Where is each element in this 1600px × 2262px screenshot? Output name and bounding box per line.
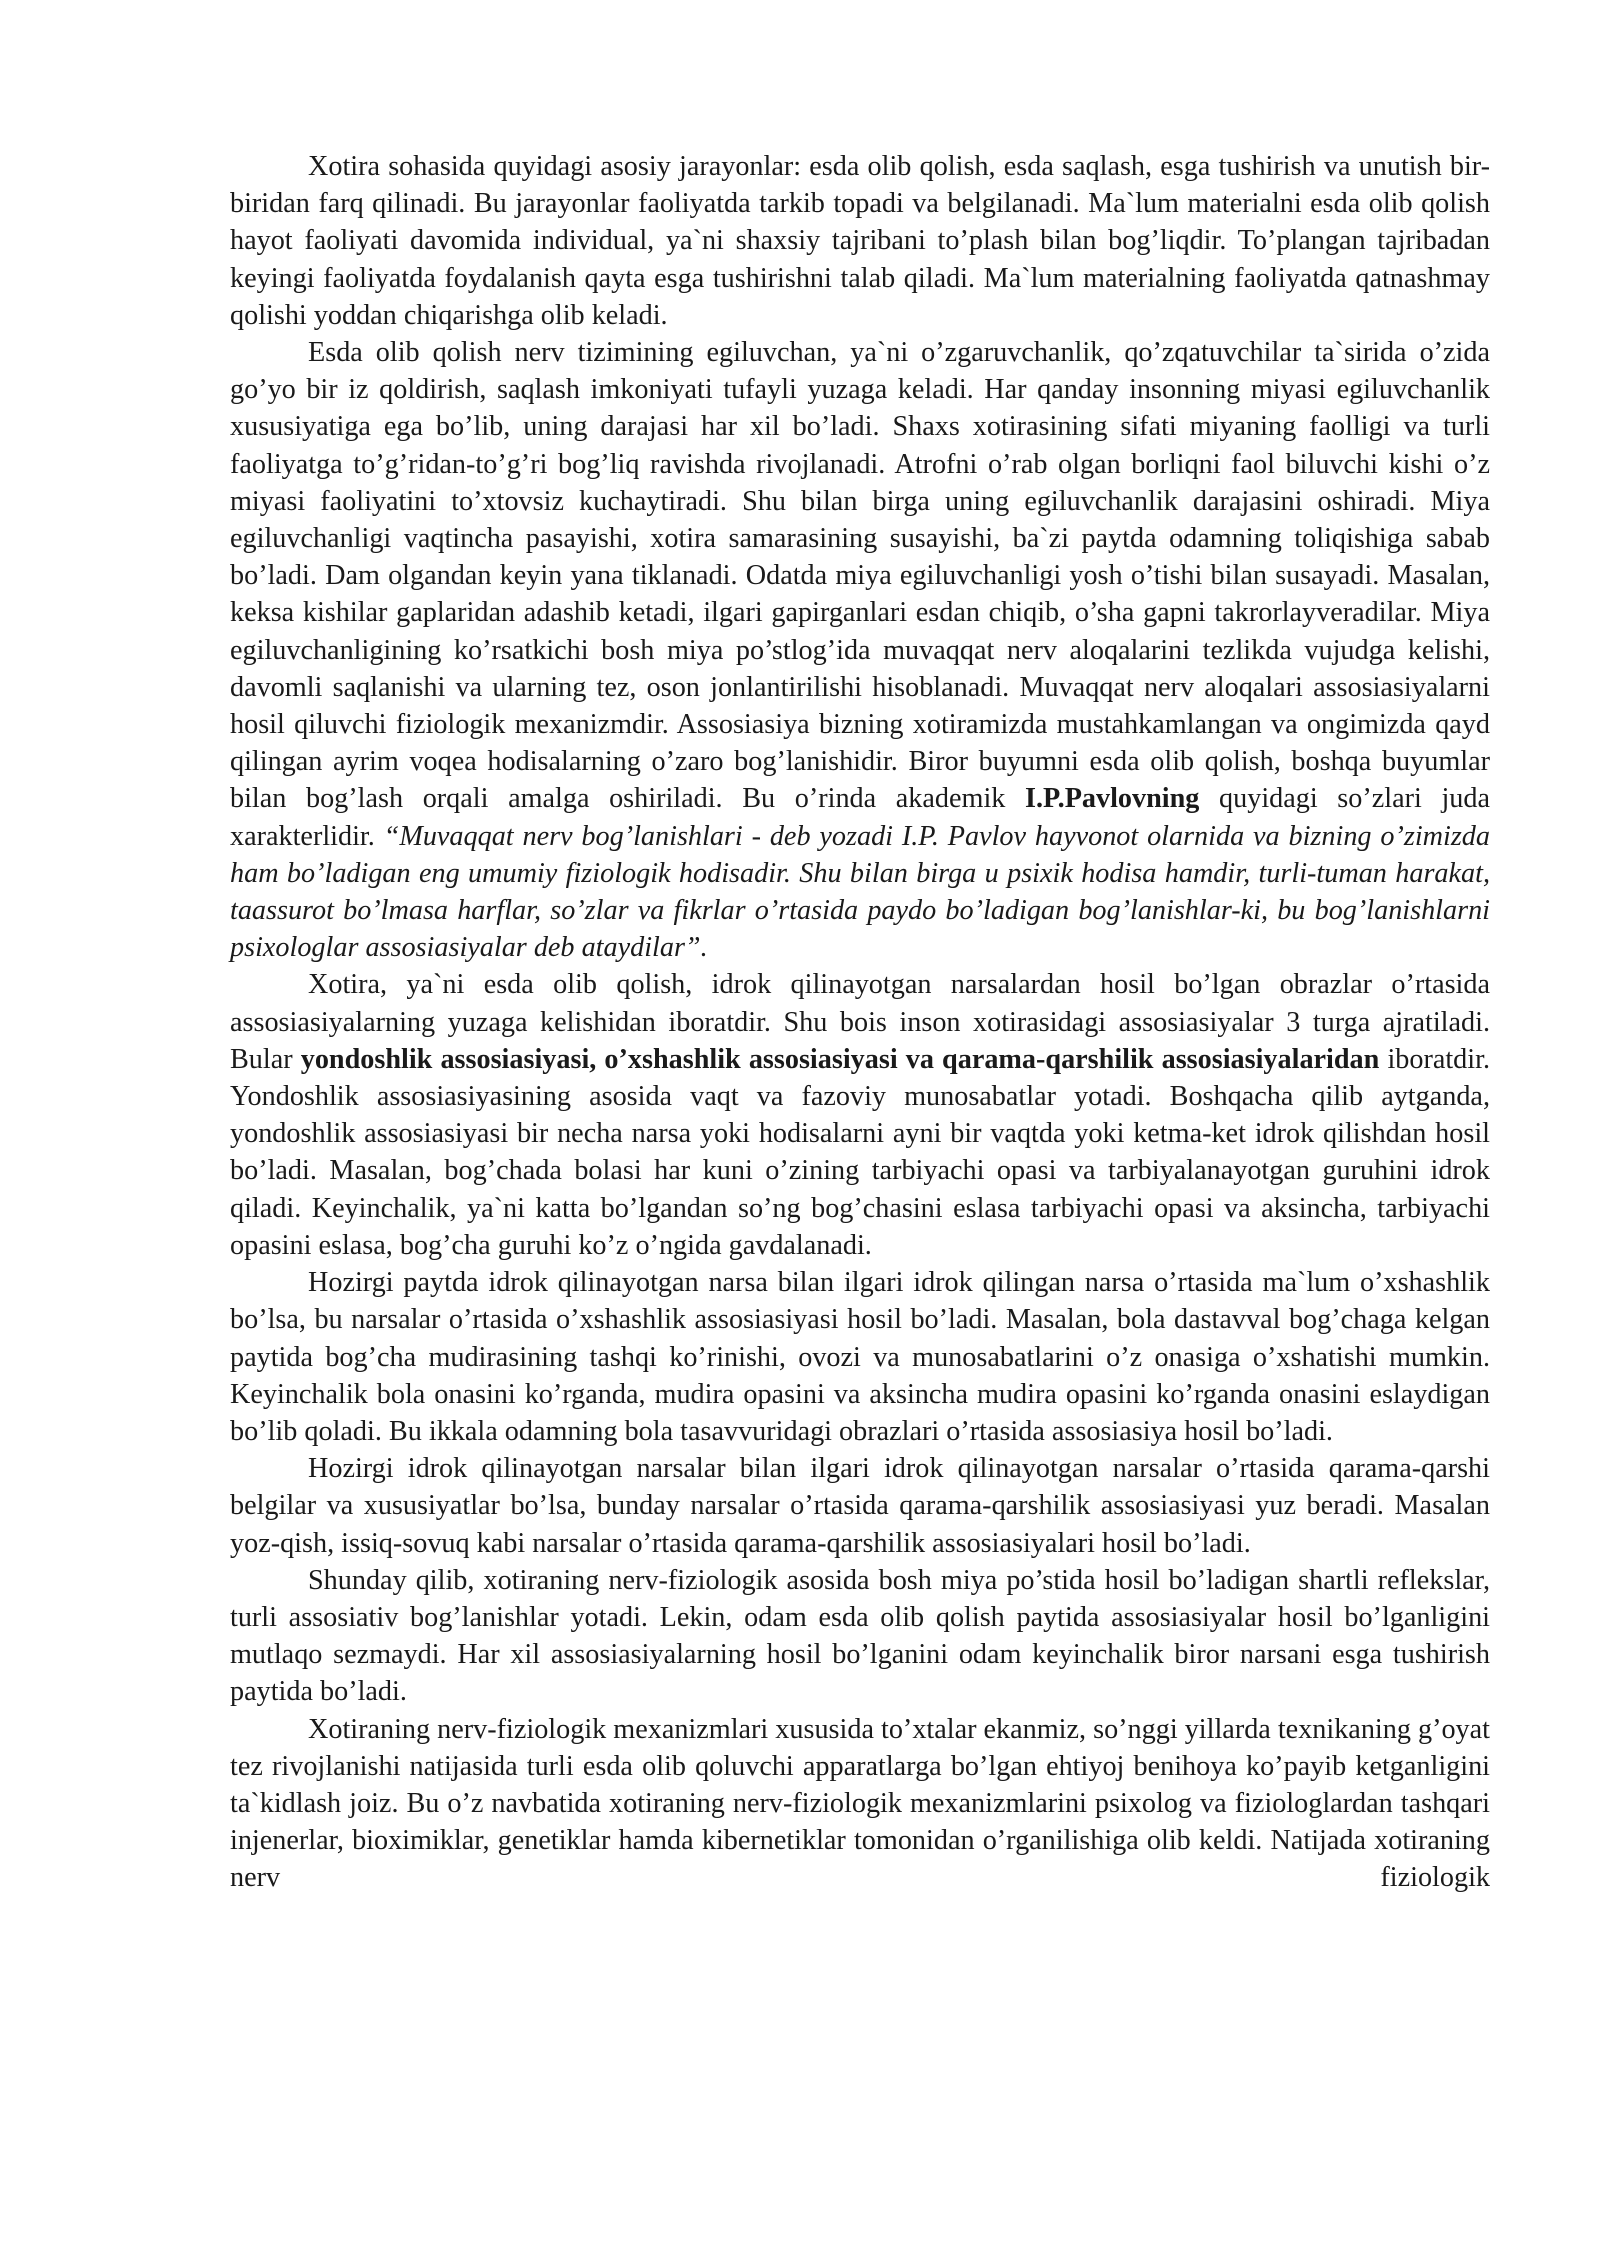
- paragraph-text: Xotira sohasida quyidagi asosiy jarayonlar: esda olib qolish, esda saqlash, esga tushirish va unutish bir-biridan farq qilinadi. Bu jarayonlar faoliyatda tarkib topadi va belgilanadi. Ma`lum materialni esda olib qolish hayot faoliyati davomida individual, ya`ni shaxsiy tajribani to’plash bilan bog’liqdir. To’plangan tajribadan keyingi faoliyatda foydalanish qayta esga tushirishni talab qiladi. Ma`lum materialning faoliyatda qatnashmay qolishi yoddan chiqarishga olib keladi.: [230, 151, 1490, 331]
- paragraph-similarity-association: [230, 1264, 1490, 1450]
- paragraph-text: Hozirgi paytda idrok qilinayotgan narsa bilan ilgari idrok qilingan narsa o’rtasida ma`lum o’xshashlik bo’lsa, bu narsalar o’rtasida o’xshashlik assosiasiyasi hosil bo’ladi. Masalan, bola dastavval bog’chaga kelgan paytida bog’cha mudirasining tashqi ko’rinishi, ovozi va munosabatlarini o’z onasiga o’xshatishi mumkin. Keyinchalik bola onasini ko’rganda, mudira opasini va aksincha mudira opasini ko’rganda onasini eslaydigan bo’lib qoladi. Bu ikkala odamning bola tasavvuridagi obrazlari o’rtasida assosiasiya hosil bo’ladi.: [230, 1267, 1490, 1447]
- paragraph-contrast-association: [230, 1450, 1490, 1562]
- paragraph-association-types: [230, 966, 1490, 1264]
- paragraph-text: quyidagi so’zlari juda xarakterlidir.: [230, 783, 1490, 852]
- document-page: [230, 148, 1490, 1897]
- paragraph-neuro-mechanisms: [230, 1711, 1490, 1897]
- paragraph-text: Esda olib qolish nerv tizimining egiluvchan, ya`ni o’zgaruvchanlik, qo’zqatuvchilar ta`sirida o’zida go’yo bir iz qoldirish, saqlash imkoniyati tufayli yuzaga keladi. Har qanday insonning miyasi egiluvchanlik xususiyatiga ega bo’lib, uning darajasi har xil bo’ladi. Shaxs xotirasining sifati miyaning faolligi va turli faoliyatga to’g’ridan-to’g’ri bog’liq ravishda rivojlanadi. Atrofni o’rab olgan borliqni faol biluvchi kishi o’z miyasi faoliyatini to’xtovsiz kuchaytiradi. Shu bilan birga uning egiluvchanlik darajasini oshiradi. Miya egiluvchanligi vaqtincha pasayishi, xotira samarasining susayishi, ba`zi paytda odamning toliqishiga sabab bo’ladi. Dam olgandan keyin yana tiklanadi. Odatda miya egiluvchanligi yosh o’tishi bilan susayadi. Masalan, keksa kishilar gaplaridan adashib ketadi, ilgari gapirganlari esdan chiqib, o’sha gapni takrorlayveradilar. Miya egiluvchanligining ko’rsatkichi bosh miya po’stlog’ida muvaqqat nerv aloqalarini tezlikda vujudga kelishi, davomli saqlanishi va ularning tez, oson jonlantirilishi hisoblanadi. Muvaqqat nerv aloqalari assosiasiyalarni hosil qiluvchi fiziologik mexanizmdir. Assosiasiya bizning xotiramizda mustahkamlangan va ongimizda qayd qilingan ayrim voqea hodisalarning o’zaro bog’lanishidir. Biror buyumni esda olib qolish, boshqa buyumlar bilan bog’lash orqali amalga oshiriladi. Bu o’rinda akademik: [230, 337, 1490, 815]
- bold-name-pavlov: I.P.Pavlovning: [1025, 783, 1200, 815]
- paragraph-text: iboratdir. Yondoshlik assosiasiyasining asosida vaqt va fazoviy munosabatlar yotadi. Boshqacha qilib aytganda, yondoshlik assosiasiyasi bir necha narsa yoki hodisalarni ayni bir vaqtda yoki ketma-ket idrok qilishdan hosil bo’ladi. Masalan, bog’chada bolasi har kuni o’zining tarbiyachi opasi va tarbiyalanayotgan guruhini idrok qiladi. Keyinchalik, ya`ni katta bo’lgandan so’ng bog’chasini eslasa tarbiyachi opasi va aksincha, tarbiyachi opasini eslasa, bog’cha guruhi ko’z o’ngida gavdalanadi.: [230, 1043, 1490, 1261]
- paragraph-text: Shunday qilib, xotiraning nerv-fiziologik asosida bosh miya po’stida hosil bo’ladigan shartli reflekslar, turli assosiativ bog’lanishlar yotadi. Lekin, odam esda olib qolish paytida assosiasiyalar hosil bo’lganligini mutlaqo sezmaydi. Har xil assosiasiyalarning hosil bo’lganini odam keyinchalik biror narsani esga tushirish paytida bo’ladi.: [230, 1564, 1490, 1708]
- pavlov-quote: “Muvaqqat nerv bog’lanishlari - deb yozadi I.P. Pavlov hayvonot olarnida va bizning o’zimizda ham bo’ladigan eng umumiy fiziologik hodisadir. Shu bilan birga u psixik hodisa hamdir, turli-tuman harakat, taassurot bo’lmasa harflar, so’zlar va fikrlar o’rtasida paydo bo’ladigan bog’lanishlar-ki, bu bog’lanishlarni psixologlar assosiasiyalar deb ataydilar”.: [230, 820, 1490, 964]
- paragraph-conclusion: [230, 1562, 1490, 1711]
- paragraph-text: Hozirgi idrok qilinayotgan narsalar bilan ilgari idrok qilinayotgan narsalar o’rtasida qarama-qarshi belgilar va xususiyatlar bo’lsa, bunday narsalar o’rtasida qarama-qarshilik assosiasiyasi yuz beradi. Masalan yoz-qish, issiq-sovuq kabi narsalar o’rtasida qarama-qarshilik assosiasiyalari hosil bo’ladi.: [230, 1453, 1490, 1559]
- paragraph-text: Xotiraning nerv-fiziologik mexanizmlari xususida to’xtalar ekanmiz, so’nggi yillarda texnikaning g’oyat tez rivojlanishi natijasida turli esda olib qoluvchi apparatlarga bo’lgan ehtiyoj benihoya ko’payib ketganligini ta`kidlash joiz. Bu o’z navbatida xotiraning nerv-fiziologik mexanizmlarini psixolog va fiziologlardan tashqari injenerlar, bioximiklar, genetiklar hamda kibernetiklar tomonidan o’rganilishiga olib keldi. Natijada xotiraning nerv fiziologik: [230, 1713, 1490, 1894]
- paragraph-text: Xotira, ya`ni esda olib qolish, idrok qilinayotgan narsalardan hosil bo’lgan obrazlar o’rtasida assosiasiyalarning yuzaga kelishidan iboratdir. Shu bois inson xotirasidagi assosiasiyalar 3 turga ajratiladi. Bular: [230, 969, 1490, 1075]
- paragraph-memory-plasticity: [230, 334, 1490, 966]
- paragraph-memory-processes: [230, 148, 1490, 334]
- bold-association-types: yondoshlik assosiasiyasi, o’xshashlik assosiasiyasi va qarama-qarshilik assosiasiyalaridan: [300, 1043, 1380, 1075]
